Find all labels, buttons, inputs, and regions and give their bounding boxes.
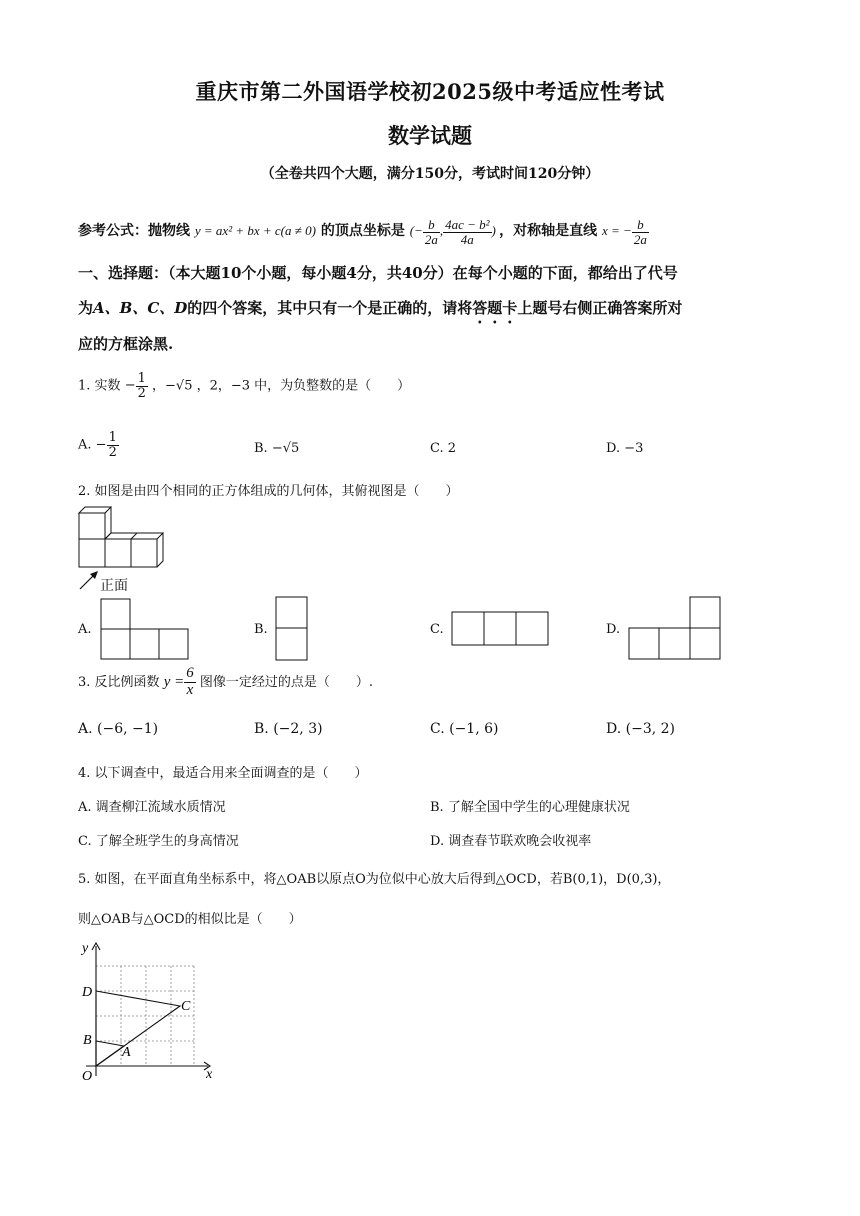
point-c-label: C bbox=[181, 999, 191, 1014]
question-5-line2: 则△OAB与△OCD的相似比是（ ） bbox=[78, 912, 302, 927]
q3-option-b[interactable]: B. (−2, 3) bbox=[254, 721, 323, 737]
q3-option-a[interactable]: A. (−6, −1) bbox=[78, 721, 159, 737]
q3-option-c[interactable]: C. (−1, 6) bbox=[430, 721, 499, 737]
front-label: 正面 bbox=[100, 578, 128, 594]
exam-title: 重庆市第二外国语学校初2025级中考适应性考试 bbox=[195, 79, 665, 104]
formula-expr: y = ax² + bx + c(a ≠ 0) bbox=[194, 223, 316, 239]
cube-solid-figure bbox=[75, 503, 175, 573]
exam-note: （全卷共四个大题，满分150分，考试时间120分钟） bbox=[260, 166, 600, 182]
point-a-label: A bbox=[122, 1045, 131, 1060]
q2-option-a-figure bbox=[100, 598, 190, 660]
q3-option-d[interactable]: D. (−3, 2) bbox=[606, 721, 675, 737]
q1-option-c[interactable]: C. 2 bbox=[430, 441, 457, 456]
formula-label: 参考公式：抛物线 bbox=[78, 223, 190, 240]
section-instructions: 一、选择题：（本大题10个小题，每小题4分，共40分）在每个小题的下面，都给出了代号 为A、B、C、D的四个答案，其中只有一个是正确的，请将答题卡上题号右侧正确答案所对 应的方框涂黑. bbox=[78, 264, 683, 353]
exam-subject: 数学试题 bbox=[388, 123, 472, 148]
q4-option-d[interactable]: D. 调查春节联欢晚会收视率 bbox=[430, 834, 592, 849]
y-axis-label: y bbox=[82, 941, 89, 956]
question-3: 3. 反比例函数 y = $\frac{6}{x}$ 图像一定经过的点是（ ）. bbox=[78, 665, 373, 698]
q2-option-b-label[interactable]: B. bbox=[254, 622, 268, 637]
q2-option-d-label[interactable]: D. bbox=[606, 622, 621, 637]
axis-label: ，对称轴是直线 bbox=[499, 223, 598, 240]
q2-option-a-label[interactable]: A. bbox=[78, 622, 92, 637]
q2-option-c-label[interactable]: C. bbox=[430, 622, 444, 637]
q2-option-b-figure bbox=[275, 596, 309, 662]
question-5-line1: 5. 如图，在平面直角坐标系中，将△OAB以原点O为位似中心放大后得到△OCD，若B(0,1)，D(0,3)， bbox=[78, 872, 671, 887]
reference-formula bbox=[78, 218, 649, 246]
front-arrow-icon bbox=[78, 569, 102, 591]
question-4: 4. 以下调查中，最适合用来全面调查的是（ ） bbox=[78, 766, 368, 781]
question-1: 1. 实数 − $\frac{1}{2}$ ，−√5 ，2，−3 中，为负整数的是（ ） bbox=[78, 371, 411, 401]
vertex-formula: (− $\frac{b}{2a}$ , $\frac{\text{4ac − b²}}{4a}$ ) bbox=[409, 217, 496, 247]
q1-option-d[interactable]: D. −3 bbox=[606, 441, 644, 456]
origin-label: O bbox=[82, 1069, 93, 1084]
point-d-label: D bbox=[82, 985, 93, 1000]
point-b-label: B bbox=[83, 1033, 92, 1048]
q2-option-d-figure bbox=[628, 596, 723, 662]
q4-option-a[interactable]: A. 调查柳江流域水质情况 bbox=[78, 800, 226, 815]
question-2: 2. 如图是由四个相同的正方体组成的几何体，其俯视图是（ ） bbox=[78, 484, 459, 499]
q1-option-b[interactable]: B. −√5 bbox=[254, 441, 300, 456]
axis-formula: x = − $\frac{b}{2a}$ bbox=[602, 217, 647, 247]
q2-option-c-figure bbox=[451, 611, 551, 647]
formula-mid: 的顶点坐标是 bbox=[320, 223, 405, 240]
coordinate-figure bbox=[76, 940, 226, 1085]
q4-option-b[interactable]: B. 了解全国中学生的心理健康状况 bbox=[430, 800, 630, 815]
x-axis-label: x bbox=[206, 1067, 213, 1082]
q4-option-c[interactable]: C. 了解全班学生的身高情况 bbox=[78, 834, 239, 849]
q1-option-a[interactable]: A. − $\frac{1}{2}$ bbox=[78, 430, 117, 460]
